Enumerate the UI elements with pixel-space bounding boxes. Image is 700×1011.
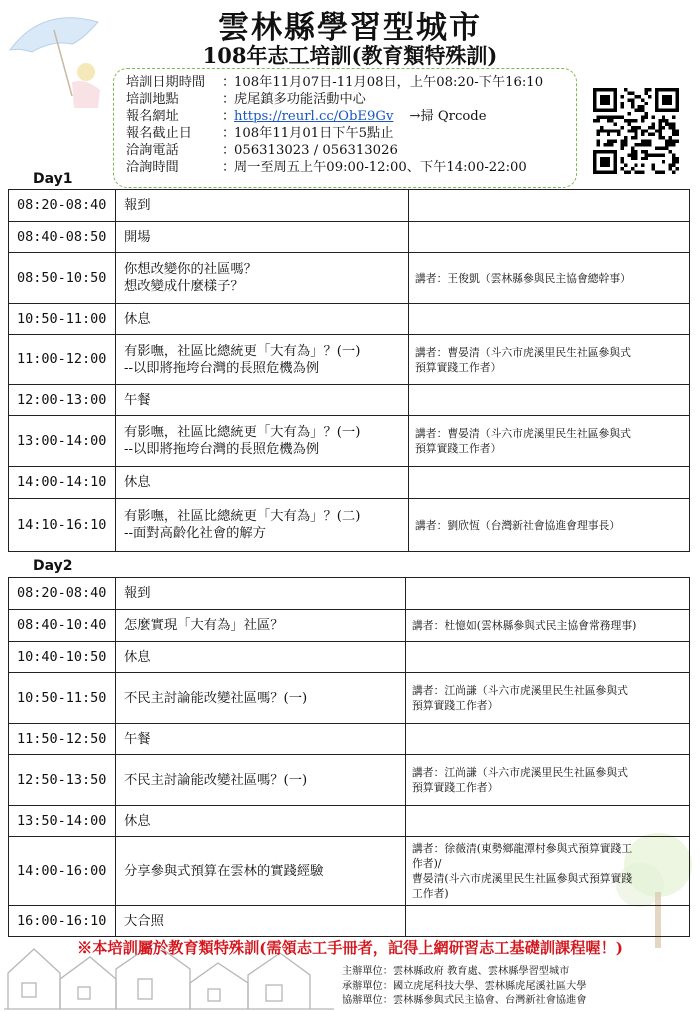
speaker-line: 講者：江尚謙（斗六市虎溪里民生社區參與式: [412, 766, 628, 779]
schedule-row: [9, 222, 690, 253]
schedule-row: [9, 755, 690, 806]
topic-cell: [116, 642, 406, 673]
organizer-value: 雲林縣參與式民主協會、台灣新社會協進會: [392, 995, 587, 1006]
schedule-row: [9, 416, 690, 467]
topic-line: 報到: [124, 586, 151, 601]
schedule-row: [9, 304, 690, 335]
speaker-cell: [406, 724, 690, 755]
schedule-row: [9, 190, 690, 222]
speaker-line: 曹晏清(斗六市虎溪里民生社區參與式預算實踐: [412, 872, 633, 885]
info-row-phone: 洽詢電話 ： 056313023 / 056313026: [126, 143, 398, 158]
organizer-row: [342, 965, 587, 980]
schedule-row: [9, 253, 690, 304]
info-label: 報名網址: [126, 109, 179, 124]
speaker-line: 作者)/: [412, 857, 442, 870]
info-row-deadline: 報名截止日 ： 108年11月01日下午5點止: [126, 126, 394, 141]
page-title: 雲林縣學習型城市: [218, 10, 482, 46]
page-subtitle: 108年志工培訓(教育類特殊訓): [202, 43, 498, 68]
time-cell: 10:50-11:50: [9, 673, 116, 724]
speaker-cell: [406, 837, 690, 906]
speaker-line: 講者：曹晏清（斗六市虎溪里民生社區參與式: [415, 427, 631, 440]
speaker-cell: [409, 190, 690, 222]
info-value: 虎尾鎮多功能活動中心: [234, 92, 366, 107]
topic-line: 大合照: [124, 913, 164, 929]
topic-cell: [116, 190, 409, 222]
topic-cell: [116, 222, 409, 253]
speaker-cell: [409, 416, 690, 467]
organizer-label: 主辦單位：: [342, 966, 393, 977]
topic-line: --以即將拖垮台灣的長照危機為例: [124, 442, 320, 457]
info-label: 洽詢時間: [126, 160, 179, 175]
info-value: 周一至周五上午09:00-12:00、下午14:00-22:00: [234, 160, 527, 175]
topic-line: 休息: [124, 813, 151, 829]
speaker-cell: [409, 499, 690, 552]
topic-line: 午餐: [124, 731, 151, 747]
topic-line: --以即將拖垮台灣的長照危機為例: [124, 360, 320, 376]
info-row-hours: 洽詢時間 ： 周一至周五上午09:00-12:00、下午14:00-22:00: [126, 160, 527, 175]
qrcode-hint: →掃 Qrcode: [409, 109, 487, 124]
topic-line: 有影嘸，社區比總統更「大有為」？(二): [124, 509, 361, 524]
time-cell: 14:00-16:00: [9, 837, 116, 906]
info-value: 108年11月01日下午5點止: [234, 126, 394, 141]
topic-line: 休息: [124, 311, 151, 327]
speaker-line: 工作者): [412, 887, 449, 900]
speaker-cell: [409, 385, 690, 416]
time-cell: 13:00-14:00: [9, 416, 116, 467]
topic-line: 分享參與式預算在雲林的實踐經驗: [124, 863, 324, 879]
schedule-row: [9, 578, 690, 610]
info-value: 108年11月07日-11月08日，上午08:20-下午16:10: [234, 75, 544, 90]
time-cell: 11:00-12:00: [9, 335, 116, 385]
schedule-row: [9, 467, 690, 499]
topic-line: 不民主討論能改變社區嗎？(一): [124, 690, 308, 706]
speaker-line: 講者：曹晏清（斗六市虎溪里民生社區參與式: [415, 345, 631, 359]
topic-cell: [116, 673, 406, 724]
organizer-value: 國立虎尾科技大學、雲林縣虎尾溪社區大學: [392, 980, 587, 992]
topic-line: 不民主討論能改變社區嗎？(一): [124, 772, 308, 788]
speaker-line: 講者：劉欣恆（台灣新社會協進會理事長）: [415, 518, 621, 532]
topic-cell: [116, 335, 409, 385]
qrcode-icon[interactable]: [593, 88, 679, 174]
topic-line: 報到: [124, 198, 151, 213]
time-cell: 08:40-10:40: [9, 610, 116, 642]
speaker-line: 講者：杜憶如(雲林縣參與式民主協會常務理事): [412, 619, 637, 632]
time-cell: 16:00-16:10: [9, 906, 116, 937]
topic-cell: [116, 578, 406, 610]
time-cell: 12:50-13:50: [9, 755, 116, 806]
topic-line: 怎麼實現「大有為」社區？: [124, 618, 284, 633]
speaker-line: 預算實踐工作者）: [412, 699, 499, 712]
speaker-line: 預算實踐工作者）: [415, 360, 502, 374]
topic-line: --面對高齡化社會的解方: [124, 526, 266, 541]
speaker-cell: [409, 467, 690, 499]
speaker-line: 預算實踐工作者）: [415, 442, 502, 455]
time-cell: 11:50-12:50: [9, 724, 116, 755]
time-cell: 10:40-10:50: [9, 642, 116, 673]
speaker-cell: [409, 253, 690, 304]
speaker-cell: [406, 578, 690, 610]
day1-schedule-table: [8, 189, 690, 552]
time-cell: 13:50-14:00: [9, 806, 116, 837]
speaker-line: 預算實踐工作者）: [412, 781, 499, 794]
topic-line: 休息: [124, 649, 151, 665]
topic-cell: [116, 499, 409, 552]
speaker-cell: [409, 304, 690, 335]
time-cell: 08:50-10:50: [9, 253, 116, 304]
organizer-label: 協辦單位：: [342, 995, 393, 1006]
topic-cell: [116, 755, 406, 806]
schedule-row: [9, 335, 690, 385]
topic-cell: [116, 806, 406, 837]
training-info: [126, 74, 543, 176]
organizer-value: 雲林縣政府 教育處、雲林縣學習型城市: [392, 966, 570, 977]
info-label: 培訓日期時間: [126, 75, 206, 90]
time-cell: 12:00-13:00: [9, 385, 116, 416]
topic-line: 休息: [124, 475, 151, 490]
speaker-cell: [406, 806, 690, 837]
schedule-row: [9, 642, 690, 673]
organizers: [342, 965, 587, 1009]
topic-line: 午餐: [124, 392, 151, 408]
time-cell: 14:00-14:10: [9, 467, 116, 499]
info-label: 培訓地點: [126, 92, 179, 107]
topic-cell: [116, 906, 406, 937]
registration-link[interactable]: https://reurl.cc/ObE9Gv: [234, 109, 394, 124]
schedule-row: [9, 499, 690, 552]
schedule-row: [9, 724, 690, 755]
organizer-row: [342, 994, 587, 1009]
topic-cell: [116, 416, 409, 467]
topic-cell: [116, 253, 409, 304]
topic-cell: [116, 385, 409, 416]
organizer-row: [342, 980, 587, 995]
info-label: 報名截止日: [126, 126, 192, 141]
speaker-line: 講者：王俊凱（雲林縣參與民主協會總幹事）: [415, 271, 631, 285]
time-cell: 08:40-08:50: [9, 222, 116, 253]
topic-line: 你想改變你的社區嗎？: [124, 262, 257, 277]
topic-line: 開場: [124, 229, 151, 245]
speaker-cell: [406, 610, 690, 642]
speaker-cell: [409, 222, 690, 253]
topic-cell: [116, 724, 406, 755]
info-label: 洽詢電話: [126, 143, 179, 158]
schedule-row: [9, 673, 690, 724]
day1-label: Day1: [33, 171, 73, 187]
time-cell: 10:50-11:00: [9, 304, 116, 335]
schedule-row: [9, 906, 690, 937]
training-note: ※本培訓屬於教育類特殊訓(需領志工手冊者，記得上網研習志工基礎訓課程喔！): [77, 939, 623, 957]
info-row-location: 培訓地點 ： 虎尾鎮多功能活動中心: [126, 92, 366, 107]
info-value: 056313023 / 056313026: [234, 143, 398, 158]
time-cell: 08:20-08:40: [9, 190, 116, 222]
info-row-date: 培訓日期時間 ： 108年11月07日-11月08日，上午08:20-下午16:10: [126, 75, 544, 90]
schedule-row: [9, 837, 690, 906]
speaker-cell: [406, 755, 690, 806]
info-row-url: 報名網址 ： https://reurl.cc/ObE9Gv →掃 Qrcode: [126, 109, 487, 124]
day2-schedule-table: [8, 577, 690, 937]
topic-cell: [116, 304, 409, 335]
topic-cell: [116, 837, 406, 906]
speaker-cell: [406, 642, 690, 673]
schedule-row: [9, 385, 690, 416]
topic-line: 想改變成什麼樣子？: [124, 279, 244, 294]
speaker-cell: [406, 673, 690, 724]
topic-line: 有影嘸，社區比總統更「大有為」？(一): [124, 425, 361, 440]
schedule-row: [9, 806, 690, 837]
topic-cell: [116, 610, 406, 642]
speaker-cell: [409, 335, 690, 385]
time-cell: 14:10-16:10: [9, 499, 116, 552]
topic-cell: [116, 467, 409, 499]
day2-label: Day2: [33, 558, 73, 574]
time-cell: 08:20-08:40: [9, 578, 116, 610]
speaker-line: 講者：徐薇清(東勢鄉龍潭村參與式預算實踐工: [412, 842, 633, 855]
topic-line: 有影嘸，社區比總統更「大有為」？(一): [124, 343, 361, 359]
speaker-line: 講者：江尚謙（斗六市虎溪里民生社區參與式: [412, 684, 628, 697]
speaker-cell: [406, 906, 690, 937]
organizer-label: 承辦單位：: [342, 980, 393, 992]
schedule-row: [9, 610, 690, 642]
